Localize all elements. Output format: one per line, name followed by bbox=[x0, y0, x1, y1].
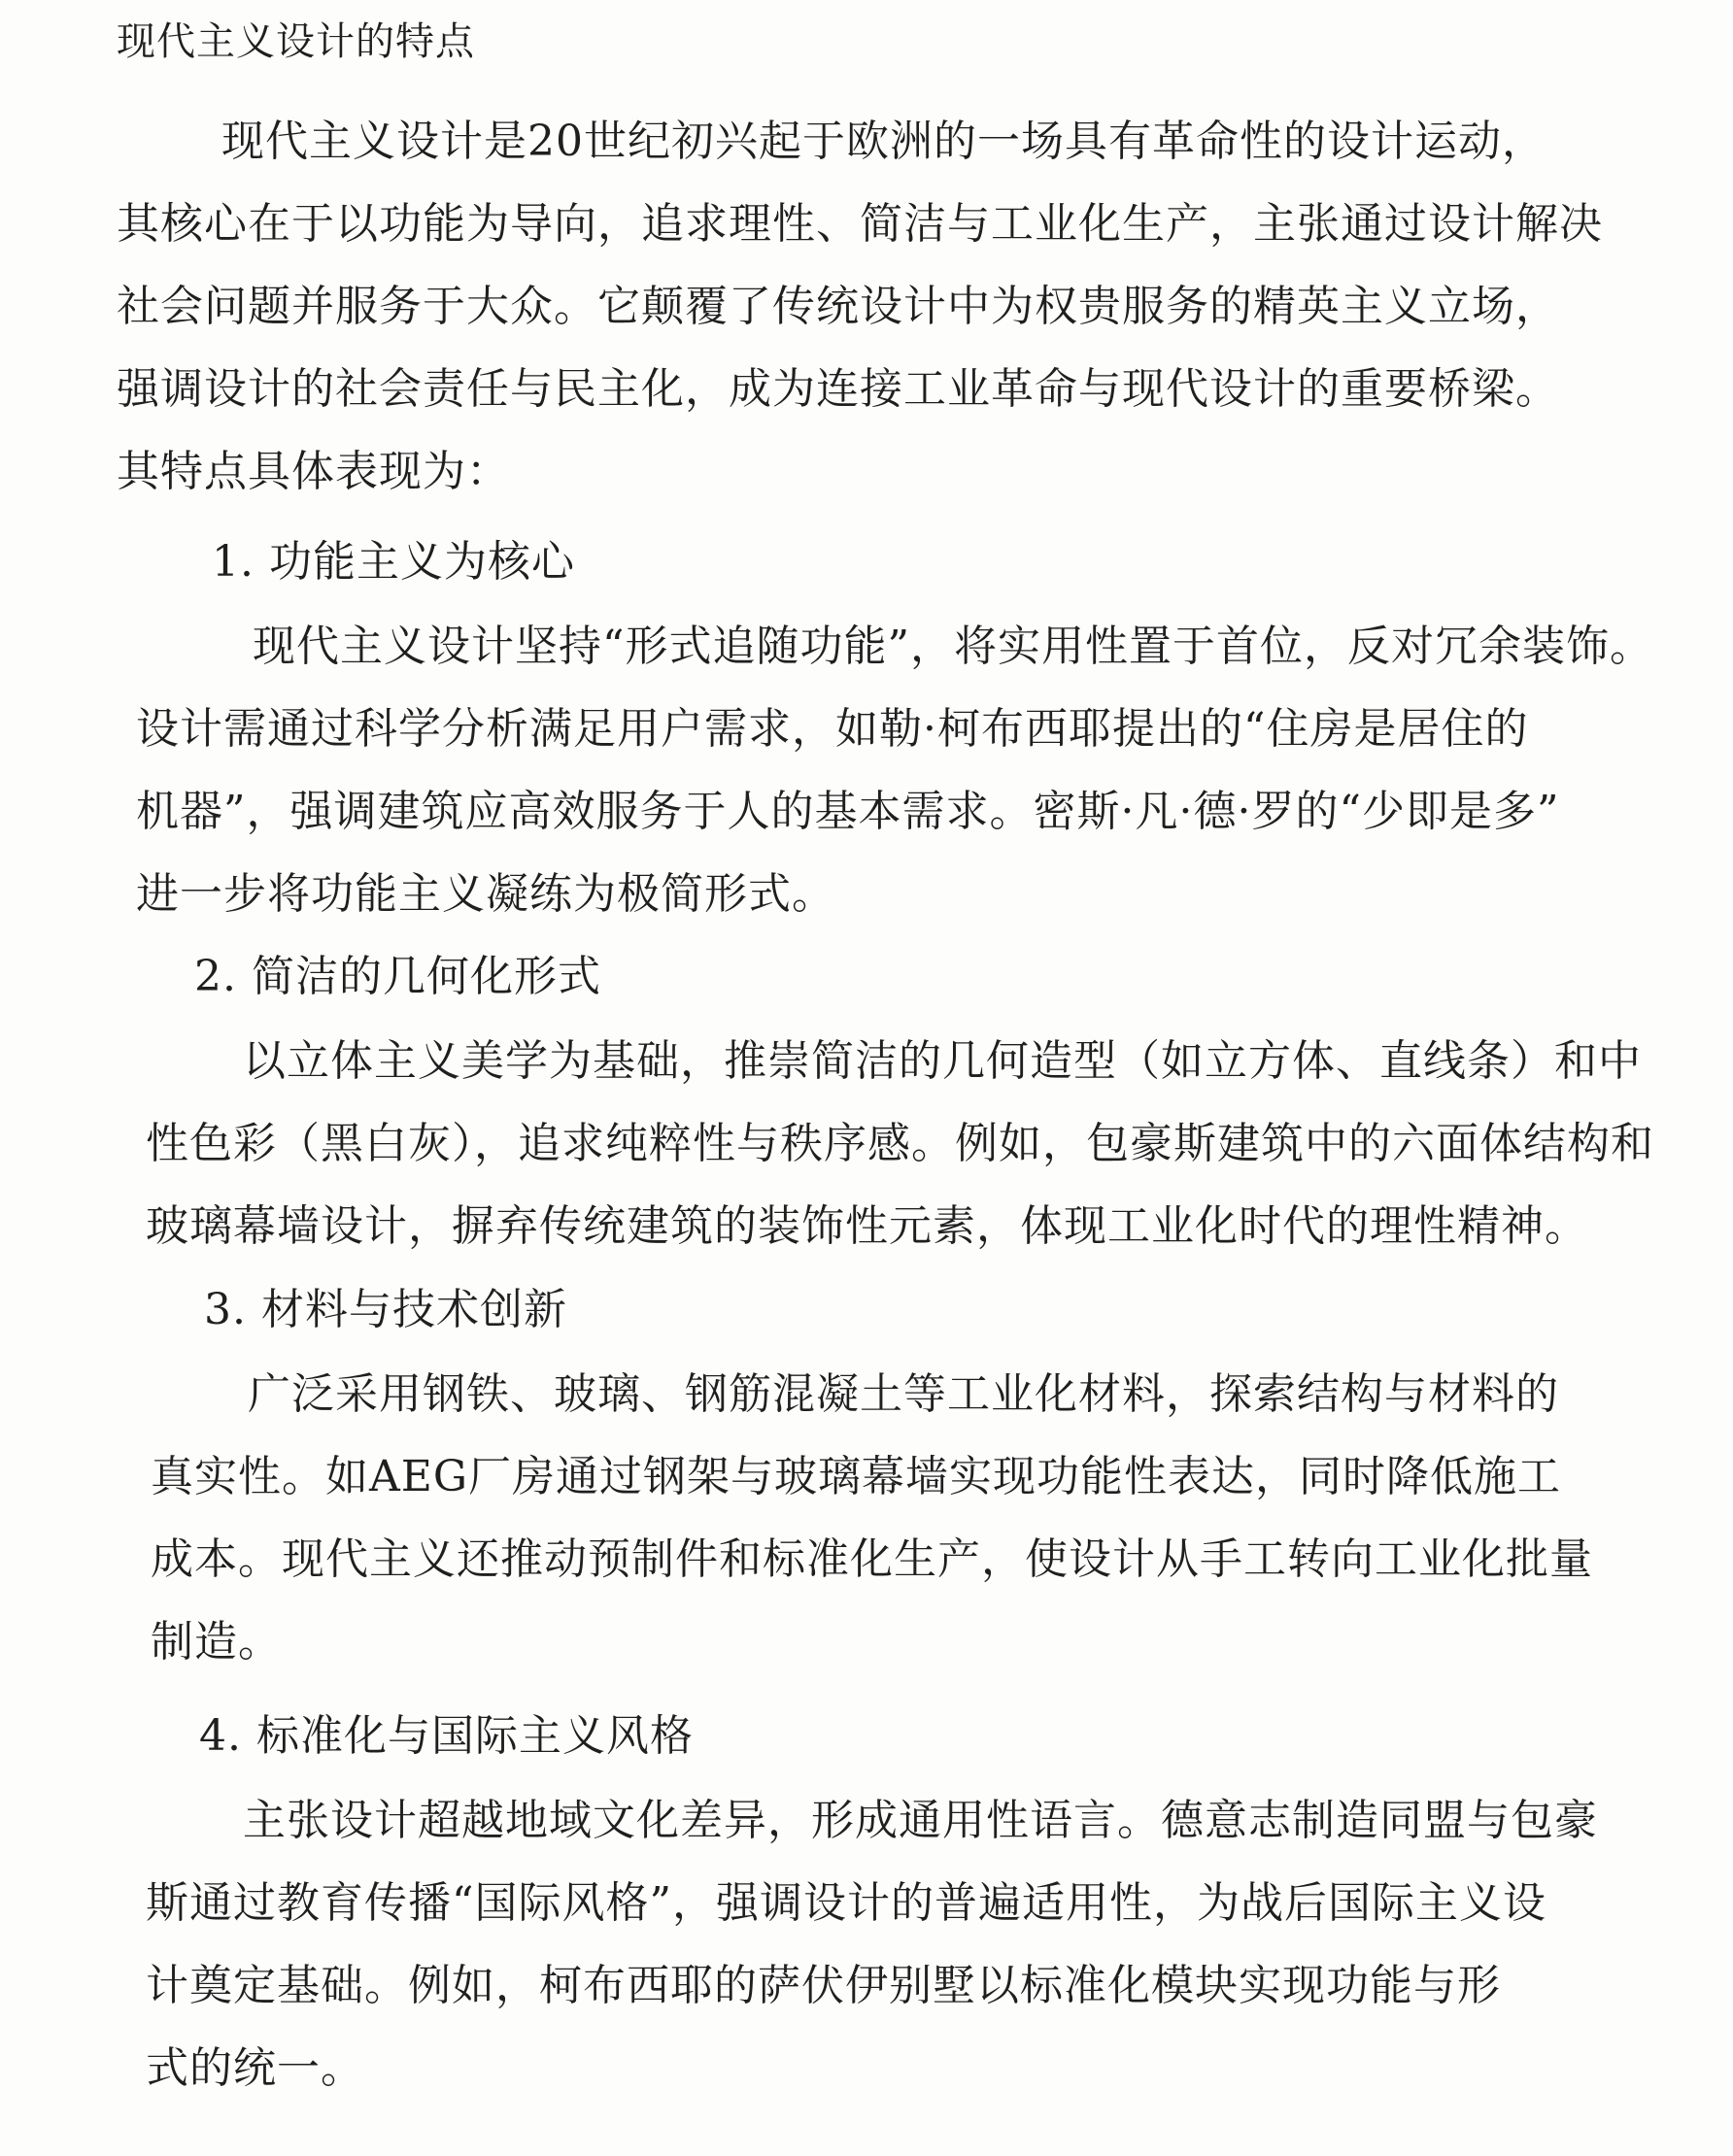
document-title: 现代主义设计的特点 bbox=[117, 19, 475, 64]
section-2-heading: 2. 简洁的几何化形式 bbox=[194, 952, 601, 1001]
section-4-line-3: 计奠定基础。例如，柯布西耶的萨伏伊别墅以标准化模块实现功能与形 bbox=[146, 1961, 1501, 2010]
section-1-line-2: 设计需通过科学分析满足用户需求，如勒·柯布西耶提出的“住房是居住的 bbox=[136, 704, 1529, 754]
intro-line-5: 其特点具体表现为： bbox=[117, 447, 510, 496]
section-1-line-1: 现代主义设计坚持“形式追随功能”，将实用性置于首位，反对冗余装饰。 bbox=[253, 622, 1653, 671]
section-4-line-1: 主张设计超越地域文化差异，形成通用性语言。德意志制造同盟与包豪 bbox=[243, 1796, 1598, 1845]
section-3-line-4: 制造。 bbox=[151, 1617, 282, 1667]
section-2-line-1: 以立体主义美学为基础，推崇简洁的几何造型（如立方体、直线条）和中 bbox=[243, 1036, 1642, 1086]
section-3-heading: 3. 材料与技术创新 bbox=[204, 1285, 567, 1334]
intro-line-1: 现代主义设计是20世纪初兴起于欧洲的一场具有革命性的设计运动， bbox=[221, 117, 1546, 166]
section-4-line-2: 斯通过教育传播“国际风格”，强调设计的普遍适用性，为战后国际主义设 bbox=[146, 1878, 1546, 1928]
section-3-line-1: 广泛采用钢铁、玻璃、钢筋混凝土等工业化材料，探索结构与材料的 bbox=[248, 1369, 1559, 1419]
intro-line-2: 其核心在于以功能为导向，追求理性、简洁与工业化生产，主张通过设计解决 bbox=[117, 199, 1603, 249]
intro-line-3: 社会问题并服务于大众。它颠覆了传统设计中为权贵服务的精英主义立场， bbox=[117, 282, 1559, 331]
section-4-line-4: 式的统一。 bbox=[146, 2043, 364, 2093]
intro-line-4: 强调设计的社会责任与民主化，成为连接工业革命与现代设计的重要桥梁。 bbox=[117, 364, 1559, 414]
section-3-line-2: 真实性。如AEG厂房通过钢架与玻璃幕墙实现功能性表达，同时降低施工 bbox=[151, 1452, 1562, 1501]
section-1-line-3: 机器”，强调建筑应高效服务于人的基本需求。密斯·凡·德·罗的“少即是多” bbox=[136, 787, 1560, 836]
section-1-line-4: 进一步将功能主义凝练为极简形式。 bbox=[136, 869, 835, 919]
section-1-heading: 1. 功能主义为核心 bbox=[212, 537, 575, 587]
section-2-line-2: 性色彩（黑白灰），追求纯粹性与秩序感。例如，包豪斯建筑中的六面体结构和 bbox=[146, 1119, 1654, 1168]
section-3-line-3: 成本。现代主义还推动预制件和标准化生产，使设计从手工转向工业化批量 bbox=[151, 1534, 1593, 1584]
section-4-heading: 4. 标准化与国际主义风格 bbox=[199, 1711, 694, 1761]
section-2-line-3: 玻璃幕墙设计，摒弃传统建筑的装饰性元素，体现工业化时代的理性精神。 bbox=[146, 1201, 1588, 1251]
